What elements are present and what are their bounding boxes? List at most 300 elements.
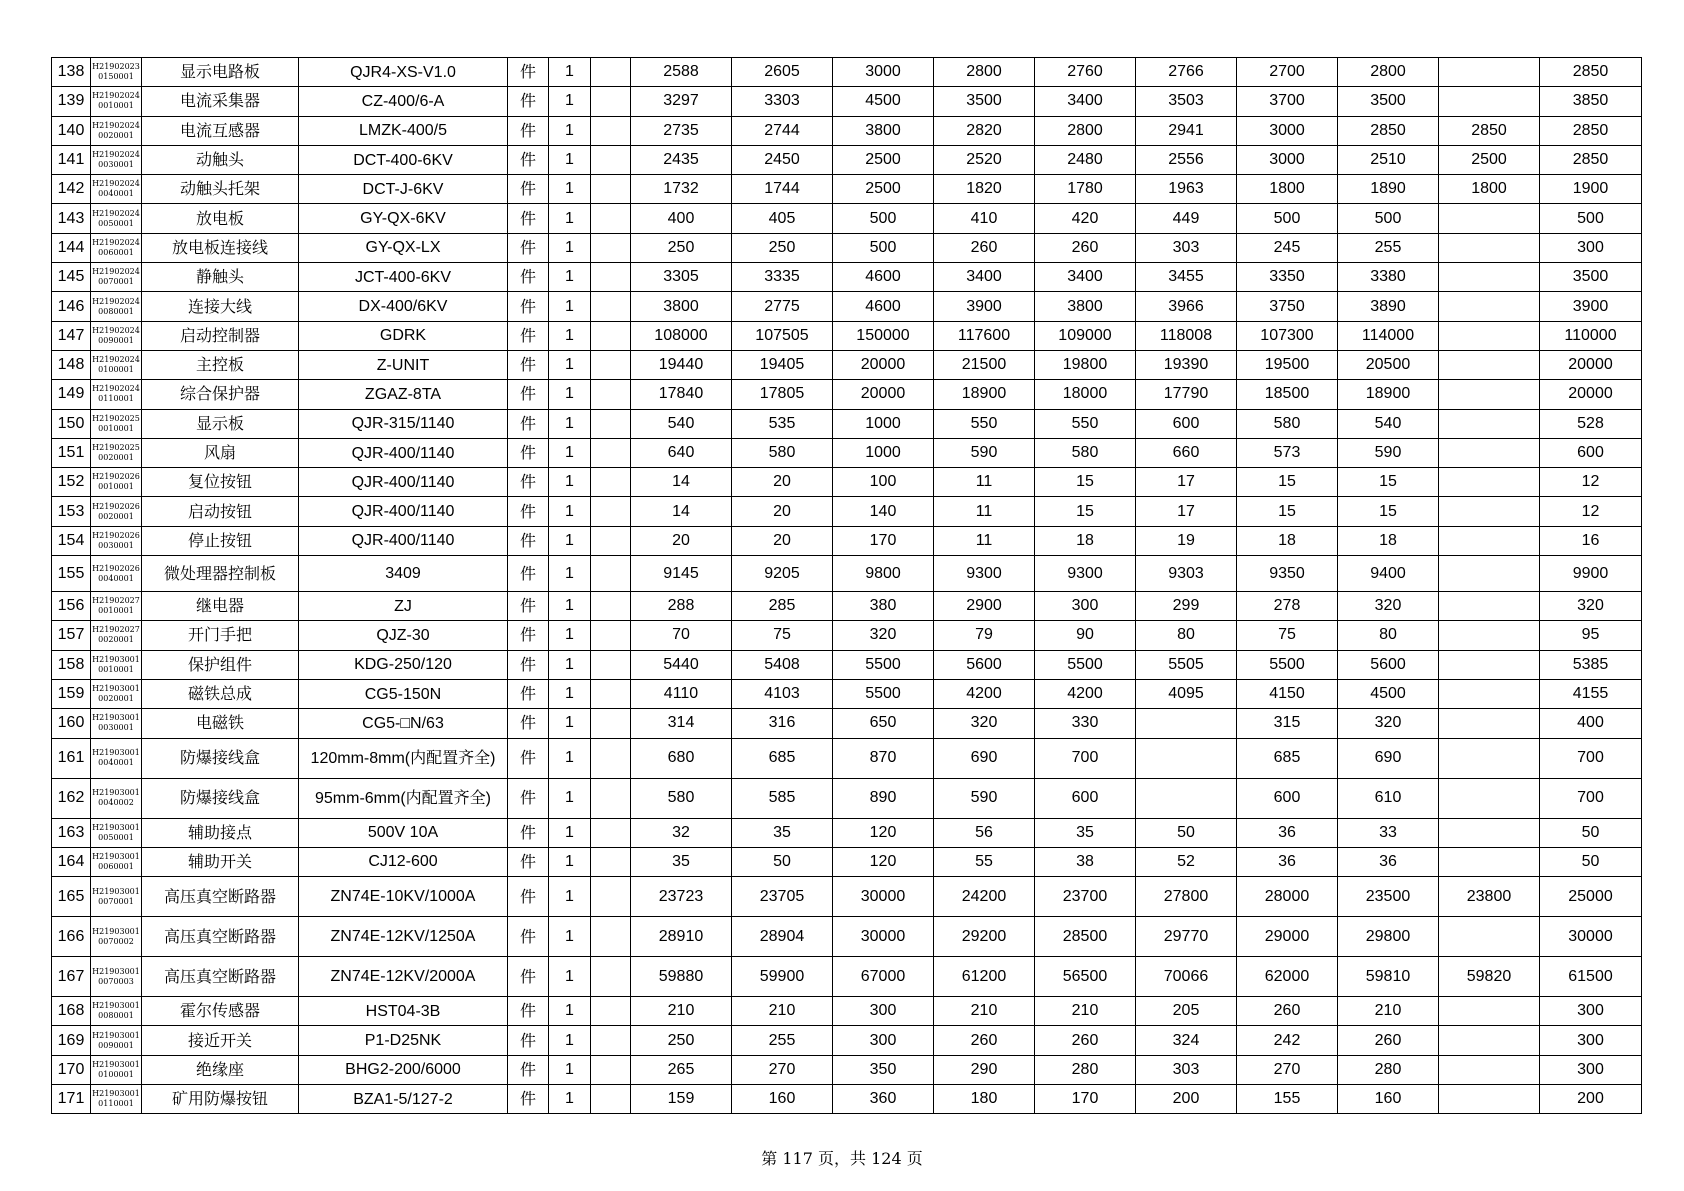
price-cell: 19405 xyxy=(732,350,833,379)
price-cell: 170 xyxy=(833,526,934,555)
item-name: 高压真空断路器 xyxy=(142,877,299,917)
empty-cell xyxy=(591,709,631,738)
item-quantity: 1 xyxy=(549,116,591,145)
table-row xyxy=(52,818,1642,847)
item-unit: 件 xyxy=(508,292,549,321)
price-cell: 265 xyxy=(631,1055,732,1084)
table-row xyxy=(52,350,1642,379)
item-code: H21902024 0080001 xyxy=(91,292,142,321)
price-cell: 28904 xyxy=(732,917,833,957)
price-cell: 59880 xyxy=(631,957,732,997)
row-number: 162 xyxy=(52,778,91,818)
price-cell: 20 xyxy=(732,497,833,526)
price-cell: 870 xyxy=(833,738,934,778)
price-cell: 70066 xyxy=(1136,957,1237,997)
item-code: H21903001 0070002 xyxy=(91,917,142,957)
price-cell: 1000 xyxy=(833,438,934,467)
row-number: 149 xyxy=(52,380,91,409)
price-cell: 528 xyxy=(1540,409,1642,438)
price-cell: 2850 xyxy=(1540,58,1642,87)
price-cell: 405 xyxy=(732,204,833,233)
empty-cell xyxy=(591,679,631,708)
price-cell: 11 xyxy=(934,468,1035,497)
item-code: H21902026 0040001 xyxy=(91,556,142,592)
item-quantity: 1 xyxy=(549,87,591,116)
table-row xyxy=(52,116,1642,145)
price-cell: 3500 xyxy=(1540,263,1642,292)
price-cell: 200 xyxy=(1136,1085,1237,1114)
price-cell: 2800 xyxy=(934,58,1035,87)
table-row xyxy=(52,1085,1642,1114)
item-model: CJ12-600 xyxy=(299,847,508,876)
table-row xyxy=(52,679,1642,708)
item-model: 3409 xyxy=(299,556,508,592)
price-cell: 118008 xyxy=(1136,321,1237,350)
price-cell: 5385 xyxy=(1540,650,1642,679)
item-unit: 件 xyxy=(508,621,549,650)
table-row xyxy=(52,877,1642,917)
item-model: LMZK-400/5 xyxy=(299,116,508,145)
price-cell xyxy=(1439,997,1540,1026)
item-code: H21903001 0050001 xyxy=(91,818,142,847)
table-row xyxy=(52,87,1642,116)
price-cell: 2450 xyxy=(732,145,833,174)
item-model: P1-D25NK xyxy=(299,1026,508,1055)
item-quantity: 1 xyxy=(549,1085,591,1114)
price-cell: 250 xyxy=(631,233,732,262)
price-cell: 300 xyxy=(833,997,934,1026)
item-unit: 件 xyxy=(508,145,549,174)
empty-cell xyxy=(591,409,631,438)
item-code: H21902024 0100001 xyxy=(91,350,142,379)
price-cell: 18 xyxy=(1237,526,1338,555)
price-cell: 1000 xyxy=(833,409,934,438)
price-cell: 3000 xyxy=(1237,145,1338,174)
empty-cell xyxy=(591,847,631,876)
item-model: HST04-3B xyxy=(299,997,508,1026)
price-cell: 90 xyxy=(1035,621,1136,650)
row-number: 169 xyxy=(52,1026,91,1055)
price-cell: 155 xyxy=(1237,1085,1338,1114)
price-cell: 1820 xyxy=(934,175,1035,204)
empty-cell xyxy=(591,175,631,204)
item-quantity: 1 xyxy=(549,778,591,818)
item-unit: 件 xyxy=(508,58,549,87)
item-model: DCT-J-6KV xyxy=(299,175,508,204)
price-cell: 2800 xyxy=(1338,58,1439,87)
item-model: ZN74E-10KV/1000A xyxy=(299,877,508,917)
table-row xyxy=(52,468,1642,497)
item-model: ZJ xyxy=(299,592,508,621)
price-cell: 260 xyxy=(1338,1026,1439,1055)
price-cell: 23500 xyxy=(1338,877,1439,917)
price-cell: 5500 xyxy=(1035,650,1136,679)
empty-cell xyxy=(591,778,631,818)
table-row xyxy=(52,145,1642,174)
price-cell xyxy=(1439,233,1540,262)
item-model: GY-QX-LX xyxy=(299,233,508,262)
price-cell: 2900 xyxy=(934,592,1035,621)
price-cell: 200 xyxy=(1540,1085,1642,1114)
price-cell: 18000 xyxy=(1035,380,1136,409)
price-cell: 324 xyxy=(1136,1026,1237,1055)
item-name: 开门手把 xyxy=(142,621,299,650)
item-model: QJZ-30 xyxy=(299,621,508,650)
price-cell xyxy=(1439,497,1540,526)
table-row xyxy=(52,380,1642,409)
price-cell: 580 xyxy=(631,778,732,818)
table-row xyxy=(52,709,1642,738)
price-cell: 320 xyxy=(1338,592,1439,621)
price-cell: 500 xyxy=(833,204,934,233)
price-cell: 700 xyxy=(1540,738,1642,778)
item-model: GDRK xyxy=(299,321,508,350)
item-name: 辅助开关 xyxy=(142,847,299,876)
item-code: H21902024 0060001 xyxy=(91,233,142,262)
price-cell: 3850 xyxy=(1540,87,1642,116)
table-row xyxy=(52,175,1642,204)
price-cell: 15 xyxy=(1237,497,1338,526)
price-cell: 20500 xyxy=(1338,350,1439,379)
price-cell: 180 xyxy=(934,1085,1035,1114)
price-cell: 19800 xyxy=(1035,350,1136,379)
item-name: 霍尔传感器 xyxy=(142,997,299,1026)
item-name: 磁铁总成 xyxy=(142,679,299,708)
price-cell: 350 xyxy=(833,1055,934,1084)
price-cell: 5408 xyxy=(732,650,833,679)
item-unit: 件 xyxy=(508,263,549,292)
price-cell: 21500 xyxy=(934,350,1035,379)
price-cell: 2760 xyxy=(1035,58,1136,87)
price-cell xyxy=(1439,738,1540,778)
price-cell: 35 xyxy=(732,818,833,847)
item-name: 保护组件 xyxy=(142,650,299,679)
price-cell: 2941 xyxy=(1136,116,1237,145)
price-cell: 288 xyxy=(631,592,732,621)
price-cell xyxy=(1439,409,1540,438)
item-quantity: 1 xyxy=(549,592,591,621)
price-cell: 5600 xyxy=(934,650,1035,679)
price-cell: 890 xyxy=(833,778,934,818)
price-cell: 17805 xyxy=(732,380,833,409)
row-number: 161 xyxy=(52,738,91,778)
price-cell: 600 xyxy=(1237,778,1338,818)
item-quantity: 1 xyxy=(549,1055,591,1084)
item-quantity: 1 xyxy=(549,409,591,438)
price-cell: 56500 xyxy=(1035,957,1136,997)
price-cell: 20000 xyxy=(1540,380,1642,409)
price-cell: 3750 xyxy=(1237,292,1338,321)
price-cell: 255 xyxy=(732,1026,833,1055)
price-cell: 660 xyxy=(1136,438,1237,467)
empty-cell xyxy=(591,1026,631,1055)
item-model: CZ-400/6-A xyxy=(299,87,508,116)
price-cell: 316 xyxy=(732,709,833,738)
price-cell: 260 xyxy=(1035,233,1136,262)
row-number: 145 xyxy=(52,263,91,292)
price-cell: 30000 xyxy=(833,877,934,917)
price-cell: 550 xyxy=(1035,409,1136,438)
item-quantity: 1 xyxy=(549,679,591,708)
price-cell: 27800 xyxy=(1136,877,1237,917)
price-cell: 61200 xyxy=(934,957,1035,997)
price-cell: 20000 xyxy=(833,380,934,409)
item-name: 放电板 xyxy=(142,204,299,233)
price-cell: 28500 xyxy=(1035,917,1136,957)
item-quantity: 1 xyxy=(549,292,591,321)
price-cell: 1780 xyxy=(1035,175,1136,204)
item-unit: 件 xyxy=(508,997,549,1026)
price-cell: 23723 xyxy=(631,877,732,917)
price-cell: 2850 xyxy=(1540,116,1642,145)
price-cell: 260 xyxy=(1237,997,1338,1026)
row-number: 146 xyxy=(52,292,91,321)
item-quantity: 1 xyxy=(549,497,591,526)
price-cell: 1800 xyxy=(1439,175,1540,204)
item-quantity: 1 xyxy=(549,526,591,555)
price-cell: 110000 xyxy=(1540,321,1642,350)
price-cell: 1800 xyxy=(1237,175,1338,204)
table-row xyxy=(52,621,1642,650)
price-cell: 117600 xyxy=(934,321,1035,350)
price-cell: 303 xyxy=(1136,233,1237,262)
price-cell: 280 xyxy=(1338,1055,1439,1084)
item-model: QJR-400/1140 xyxy=(299,497,508,526)
item-code: H21902026 0030001 xyxy=(91,526,142,555)
table-row xyxy=(52,438,1642,467)
item-quantity: 1 xyxy=(549,917,591,957)
price-cell xyxy=(1439,847,1540,876)
price-cell: 4200 xyxy=(1035,679,1136,708)
item-code: H21902024 0020001 xyxy=(91,116,142,145)
item-code: H21903001 0010001 xyxy=(91,650,142,679)
table-row xyxy=(52,233,1642,262)
price-cell: 35 xyxy=(1035,818,1136,847)
item-code: H21902026 0020001 xyxy=(91,497,142,526)
price-cell: 400 xyxy=(631,204,732,233)
item-code: H21903001 0070003 xyxy=(91,957,142,997)
price-cell xyxy=(1439,621,1540,650)
price-cell: 35 xyxy=(631,847,732,876)
empty-cell xyxy=(591,87,631,116)
empty-cell xyxy=(591,592,631,621)
table-row xyxy=(52,497,1642,526)
item-name: 电磁铁 xyxy=(142,709,299,738)
item-unit: 件 xyxy=(508,468,549,497)
price-cell: 320 xyxy=(833,621,934,650)
price-cell xyxy=(1439,650,1540,679)
price-cell: 500 xyxy=(1540,204,1642,233)
item-quantity: 1 xyxy=(549,650,591,679)
empty-cell xyxy=(591,58,631,87)
price-cell xyxy=(1439,709,1540,738)
row-number: 143 xyxy=(52,204,91,233)
row-number: 160 xyxy=(52,709,91,738)
price-cell xyxy=(1439,87,1540,116)
price-cell: 278 xyxy=(1237,592,1338,621)
price-cell: 260 xyxy=(1035,1026,1136,1055)
row-number: 166 xyxy=(52,917,91,957)
price-cell: 2800 xyxy=(1035,116,1136,145)
price-cell: 109000 xyxy=(1035,321,1136,350)
price-cell: 1744 xyxy=(732,175,833,204)
price-cell: 3400 xyxy=(1035,87,1136,116)
item-name: 综合保护器 xyxy=(142,380,299,409)
price-cell: 300 xyxy=(833,1026,934,1055)
price-cell: 120 xyxy=(833,818,934,847)
item-unit: 件 xyxy=(508,233,549,262)
item-unit: 件 xyxy=(508,1055,549,1084)
price-cell: 3700 xyxy=(1237,87,1338,116)
item-model: ZN74E-12KV/2000A xyxy=(299,957,508,997)
table-row xyxy=(52,997,1642,1026)
row-number: 153 xyxy=(52,497,91,526)
item-model: KDG-250/120 xyxy=(299,650,508,679)
row-number: 171 xyxy=(52,1085,91,1114)
item-model: DX-400/6KV xyxy=(299,292,508,321)
item-name: 矿用防爆按钮 xyxy=(142,1085,299,1114)
price-cell: 17 xyxy=(1136,497,1237,526)
item-model: JCT-400-6KV xyxy=(299,263,508,292)
item-code: H21903001 0100001 xyxy=(91,1055,142,1084)
price-cell: 3500 xyxy=(1338,87,1439,116)
price-cell: 2520 xyxy=(934,145,1035,174)
price-cell: 29800 xyxy=(1338,917,1439,957)
row-number: 159 xyxy=(52,679,91,708)
item-code: H21902027 0020001 xyxy=(91,621,142,650)
price-cell: 320 xyxy=(1540,592,1642,621)
item-code: H21902024 0040001 xyxy=(91,175,142,204)
empty-cell xyxy=(591,292,631,321)
price-cell: 2766 xyxy=(1136,58,1237,87)
item-code: H21903001 0060001 xyxy=(91,847,142,876)
item-unit: 件 xyxy=(508,1026,549,1055)
price-cell: 5505 xyxy=(1136,650,1237,679)
item-quantity: 1 xyxy=(549,204,591,233)
price-cell: 580 xyxy=(1035,438,1136,467)
price-cell xyxy=(1136,709,1237,738)
item-unit: 件 xyxy=(508,778,549,818)
price-cell xyxy=(1439,592,1540,621)
price-cell xyxy=(1439,526,1540,555)
price-cell: 2500 xyxy=(833,175,934,204)
price-cell: 210 xyxy=(631,997,732,1026)
price-cell: 108000 xyxy=(631,321,732,350)
item-model: Z-UNIT xyxy=(299,350,508,379)
item-name: 绝缘座 xyxy=(142,1055,299,1084)
row-number: 156 xyxy=(52,592,91,621)
price-cell: 11 xyxy=(934,497,1035,526)
price-cell: 3400 xyxy=(1035,263,1136,292)
item-quantity: 1 xyxy=(549,145,591,174)
item-model: QJR-400/1140 xyxy=(299,468,508,497)
table-row xyxy=(52,292,1642,321)
price-cell: 50 xyxy=(1540,847,1642,876)
price-cell: 9205 xyxy=(732,556,833,592)
price-cell: 280 xyxy=(1035,1055,1136,1084)
price-cell xyxy=(1136,778,1237,818)
item-name: 连接大线 xyxy=(142,292,299,321)
price-cell: 2850 xyxy=(1540,145,1642,174)
item-code: H21902024 0090001 xyxy=(91,321,142,350)
price-cell: 1963 xyxy=(1136,175,1237,204)
price-cell: 9400 xyxy=(1338,556,1439,592)
item-unit: 件 xyxy=(508,957,549,997)
price-cell xyxy=(1439,1026,1540,1055)
item-model: DCT-400-6KV xyxy=(299,145,508,174)
price-cell: 50 xyxy=(1540,818,1642,847)
price-cell xyxy=(1439,556,1540,592)
price-cell: 61500 xyxy=(1540,957,1642,997)
row-number: 167 xyxy=(52,957,91,997)
item-name: 复位按钮 xyxy=(142,468,299,497)
table-row xyxy=(52,1026,1642,1055)
price-cell: 685 xyxy=(732,738,833,778)
item-name: 显示电路板 xyxy=(142,58,299,87)
item-name: 风扇 xyxy=(142,438,299,467)
price-cell: 540 xyxy=(1338,409,1439,438)
price-cell: 36 xyxy=(1237,818,1338,847)
price-cell: 3500 xyxy=(934,87,1035,116)
price-cell: 50 xyxy=(732,847,833,876)
price-cell: 300 xyxy=(1540,997,1642,1026)
price-cell: 4600 xyxy=(833,292,934,321)
price-cell: 300 xyxy=(1540,1026,1642,1055)
price-cell: 242 xyxy=(1237,1026,1338,1055)
price-cell: 150000 xyxy=(833,321,934,350)
empty-cell xyxy=(591,321,631,350)
item-unit: 件 xyxy=(508,877,549,917)
row-number: 140 xyxy=(52,116,91,145)
price-cell xyxy=(1439,321,1540,350)
price-cell: 314 xyxy=(631,709,732,738)
price-cell: 449 xyxy=(1136,204,1237,233)
price-cell: 3800 xyxy=(833,116,934,145)
price-cell: 330 xyxy=(1035,709,1136,738)
price-cell: 210 xyxy=(1035,997,1136,1026)
price-cell: 4500 xyxy=(1338,679,1439,708)
price-cell: 2775 xyxy=(732,292,833,321)
empty-cell xyxy=(591,468,631,497)
empty-cell xyxy=(591,116,631,145)
price-cell: 700 xyxy=(1540,778,1642,818)
price-cell: 18 xyxy=(1338,526,1439,555)
price-cell: 600 xyxy=(1540,438,1642,467)
item-name: 显示板 xyxy=(142,409,299,438)
item-name: 动触头 xyxy=(142,145,299,174)
price-cell xyxy=(1439,778,1540,818)
price-cell: 299 xyxy=(1136,592,1237,621)
price-cell: 303 xyxy=(1136,1055,1237,1084)
price-cell: 17840 xyxy=(631,380,732,409)
price-cell: 2480 xyxy=(1035,145,1136,174)
item-unit: 件 xyxy=(508,679,549,708)
row-number: 138 xyxy=(52,58,91,87)
price-cell: 29000 xyxy=(1237,917,1338,957)
item-code: H21902025 0020001 xyxy=(91,438,142,467)
item-code: H21903001 0070001 xyxy=(91,877,142,917)
price-cell: 255 xyxy=(1338,233,1439,262)
price-cell: 320 xyxy=(934,709,1035,738)
price-cell: 30000 xyxy=(1540,917,1642,957)
price-cell: 270 xyxy=(732,1055,833,1084)
empty-cell xyxy=(591,997,631,1026)
item-name: 停止按钮 xyxy=(142,526,299,555)
price-cell: 95 xyxy=(1540,621,1642,650)
price-cell: 15 xyxy=(1035,497,1136,526)
row-number: 150 xyxy=(52,409,91,438)
item-unit: 件 xyxy=(508,409,549,438)
